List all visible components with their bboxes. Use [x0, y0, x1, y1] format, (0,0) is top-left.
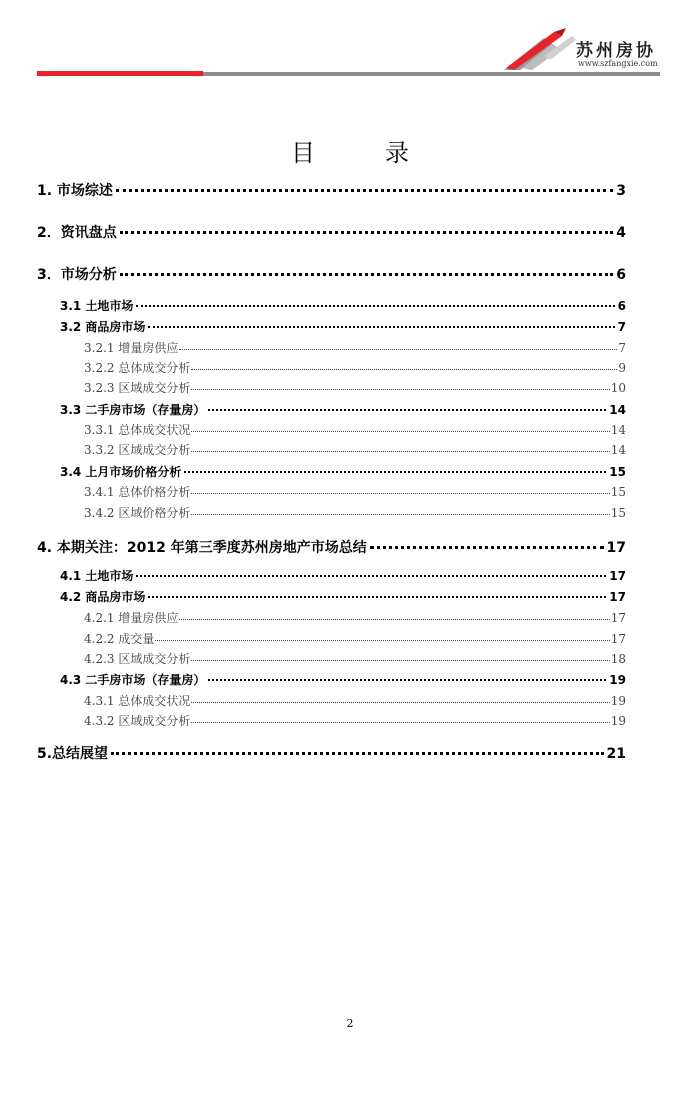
toc-entry-label: 3.3.2 区域成交分析: [84, 443, 191, 457]
toc-entry[interactable]: [84, 421, 626, 438]
page-number: 2: [346, 1017, 354, 1030]
toc-leader-dots: [148, 596, 606, 598]
toc-leader-dots: [191, 660, 609, 661]
toc-entry-page: 15: [609, 465, 626, 479]
toc-entry-page: 19: [610, 714, 626, 728]
toc-entry[interactable]: [84, 650, 626, 667]
toc-entry[interactable]: [84, 712, 626, 729]
toc-entry[interactable]: [37, 222, 626, 242]
toc-entry[interactable]: [60, 588, 626, 605]
toc-entry-page: 15: [610, 506, 626, 520]
toc-entry-label: 3.4.2 区域价格分析: [84, 506, 191, 520]
toc-leader-dots: [179, 619, 609, 620]
toc-leader-dots: [111, 752, 603, 755]
toc-entry-page: 4: [616, 225, 626, 241]
toc-entry-page: 14: [610, 423, 626, 437]
toc-entry-label: 4.2.3 区域成交分析: [84, 652, 191, 666]
toc-entry-label: 4.2 商品房市场: [60, 590, 146, 604]
toc-entry-label: 3.2.2 总体成交分析: [84, 361, 191, 375]
toc-entry-label: 3.2.1 增量房供应: [84, 341, 179, 355]
toc-entry[interactable]: [84, 692, 626, 709]
toc-entry-label: 3.3.1 总体成交状况: [84, 423, 191, 437]
toc-leader-dots: [120, 273, 614, 276]
toc-leader-dots: [136, 575, 606, 577]
toc-leader-dots: [191, 431, 609, 432]
toc-entry[interactable]: [84, 339, 626, 356]
toc-entry[interactable]: [60, 318, 626, 335]
toc-entry-page: 18: [610, 652, 626, 666]
toc-leader-dots: [136, 305, 614, 307]
toc-entry[interactable]: [84, 504, 626, 521]
toc-entry[interactable]: [37, 743, 626, 763]
toc-leader-dots: [116, 189, 613, 192]
toc-leader-dots: [155, 640, 609, 641]
toc-entry[interactable]: [60, 297, 626, 314]
header-rule-gray: [203, 72, 660, 76]
toc-leader-dots: [370, 546, 604, 549]
toc-leader-dots: [191, 493, 609, 494]
toc-entry-label: 2．资讯盘点: [37, 225, 117, 241]
toc-leader-dots: [208, 409, 606, 411]
toc-entry-page: 14: [610, 443, 626, 457]
toc-entry-page: 21: [606, 746, 626, 762]
toc-entry-label: 3.3 二手房市场（存量房）: [60, 403, 206, 417]
toc-entry-page: 7: [617, 320, 626, 334]
toc-entry-label: 3.2 商品房市场: [60, 320, 146, 334]
toc-leader-dots: [191, 369, 617, 370]
toc-entry[interactable]: [84, 359, 626, 376]
toc-entry[interactable]: [84, 630, 626, 647]
toc-entry-page: 17: [609, 569, 626, 583]
toc-entry-label: 4.2.2 成交量: [84, 632, 155, 646]
toc-entry-label: 4. 本期关注：2012 年第三季度苏州房地产市场总结: [37, 540, 367, 556]
toc-entry-page: 17: [610, 611, 626, 625]
toc-entry[interactable]: [84, 483, 626, 500]
toc-entry-page: 6: [617, 299, 626, 313]
toc-entry-label: 4.2.1 增量房供应: [84, 611, 179, 625]
toc-entry-page: 15: [610, 485, 626, 499]
toc-entry-page: 17: [610, 632, 626, 646]
toc-entry[interactable]: [60, 567, 626, 584]
toc-entry-page: 17: [606, 540, 626, 556]
toc-entry-label: 3.4 上月市场价格分析: [60, 465, 182, 479]
toc-entry[interactable]: [84, 609, 626, 626]
org-url: www.szfangxie.com: [578, 59, 658, 68]
toc-entry-page: 6: [616, 267, 626, 283]
toc-entry-page: 9: [618, 361, 626, 375]
toc-leader-dots: [191, 702, 609, 703]
toc-entry-page: 3: [616, 183, 626, 199]
toc-leader-dots: [191, 514, 609, 515]
toc-entry-label: 3.4.1 总体价格分析: [84, 485, 191, 499]
red-pen-house-logo-icon: [500, 28, 580, 73]
toc-leader-dots: [191, 722, 609, 723]
toc-leader-dots: [184, 471, 606, 473]
toc-entry[interactable]: [60, 671, 626, 688]
toc-entry-page: 19: [609, 673, 626, 687]
toc-leader-dots: [148, 326, 614, 328]
toc-entry[interactable]: [37, 537, 626, 557]
toc-entry-label: 4.3 二手房市场（存量房）: [60, 673, 206, 687]
header-rule: [37, 71, 660, 76]
toc-entry[interactable]: [60, 463, 626, 480]
toc-leader-dots: [191, 389, 609, 390]
header-logo: [500, 28, 670, 73]
toc-leader-dots: [208, 679, 606, 681]
toc-entry-page: 17: [609, 590, 626, 604]
toc-entry-page: 10: [610, 381, 626, 395]
toc-entry-page: 14: [609, 403, 626, 417]
org-name: 苏州房协: [576, 41, 656, 61]
toc-entry-label: 5.总结展望: [37, 746, 109, 762]
toc-entry-label: 3.2.3 区域成交分析: [84, 381, 191, 395]
toc-title: 目录: [291, 139, 479, 167]
toc-entry-label: 1. 市场综述: [37, 183, 113, 199]
toc-leader-dots: [120, 231, 614, 234]
toc-entry-label: 4.3.1 总体成交状况: [84, 694, 191, 708]
toc-leader-dots: [179, 349, 617, 350]
toc-leader-dots: [191, 451, 609, 452]
toc-entry[interactable]: [37, 264, 626, 284]
toc-entry-label: 4.1 土地市场: [60, 569, 134, 583]
toc-entry-label: 3.1 土地市场: [60, 299, 134, 313]
toc-entry-page: 19: [610, 694, 626, 708]
toc-entry-label: 3．市场分析: [37, 267, 117, 283]
toc-entry[interactable]: [84, 379, 626, 396]
toc-entry-label: 4.3.2 区域成交分析: [84, 714, 191, 728]
toc-entry[interactable]: [84, 441, 626, 458]
toc-entry[interactable]: [37, 180, 626, 200]
toc-entry-page: 7: [618, 341, 626, 355]
header-rule-red: [37, 71, 203, 76]
toc-entry[interactable]: [60, 401, 626, 418]
